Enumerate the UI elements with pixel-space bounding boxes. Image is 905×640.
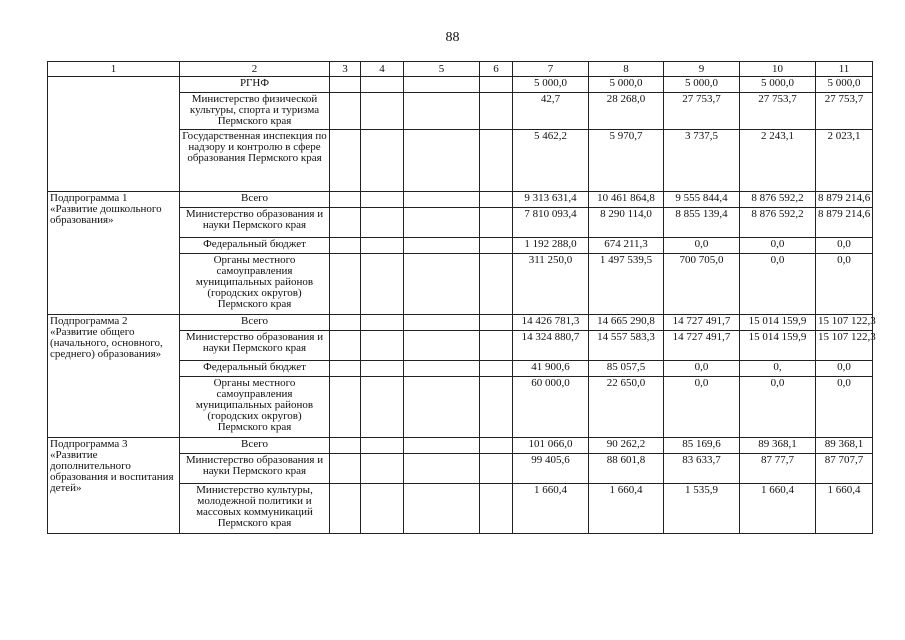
funding-source-cell: Государственная инспекция по надзору и контролю в сфере образования Пермского края: [180, 130, 330, 192]
value-cell: 0,0: [664, 377, 740, 438]
empty-cell: [480, 361, 513, 377]
value-cell: 14 557 583,3: [589, 331, 664, 361]
empty-cell: [330, 238, 361, 254]
value-cell: 0,0: [740, 254, 816, 315]
value-cell: 28 268,0: [589, 93, 664, 130]
value-cell: 83 633,7: [664, 454, 740, 484]
value-cell: 1 660,4: [740, 484, 816, 534]
empty-cell: [480, 484, 513, 534]
column-number: 9: [664, 62, 740, 77]
empty-cell: [330, 315, 361, 331]
empty-cell: [330, 361, 361, 377]
column-number: 5: [404, 62, 480, 77]
value-cell: 99 405,6: [513, 454, 589, 484]
empty-cell: [361, 192, 404, 208]
value-cell: 87 77,7: [740, 454, 816, 484]
value-cell: 0,0: [816, 377, 873, 438]
program-cell: Подпрограмма 3 «Развитие дополнительного образования и воспитания детей»: [48, 438, 180, 534]
empty-cell: [480, 238, 513, 254]
funding-source-cell: Министерство образования и науки Пермского края: [180, 208, 330, 238]
value-cell: 1 192 288,0: [513, 238, 589, 254]
value-cell: 8 879 214,6: [816, 192, 873, 208]
value-cell: 15 107 122,3: [816, 315, 873, 331]
empty-cell: [480, 454, 513, 484]
empty-cell: [361, 438, 404, 454]
funding-source-cell: Министерство физической культуры, спорта и туризма Пермского края: [180, 93, 330, 130]
empty-cell: [480, 93, 513, 130]
value-cell: 700 705,0: [664, 254, 740, 315]
funding-source-cell: Федеральный бюджет: [180, 361, 330, 377]
empty-cell: [404, 130, 480, 192]
value-cell: 0,0: [664, 361, 740, 377]
empty-cell: [330, 254, 361, 315]
empty-cell: [361, 484, 404, 534]
empty-cell: [480, 315, 513, 331]
value-cell: 1 660,4: [589, 484, 664, 534]
value-cell: 14 426 781,3: [513, 315, 589, 331]
empty-cell: [404, 331, 480, 361]
column-number: 2: [180, 62, 330, 77]
value-cell: 5 462,2: [513, 130, 589, 192]
empty-cell: [361, 254, 404, 315]
empty-cell: [404, 484, 480, 534]
empty-cell: [404, 238, 480, 254]
funding-source-cell: Всего: [180, 192, 330, 208]
value-cell: 89 368,1: [816, 438, 873, 454]
column-number: 11: [816, 62, 873, 77]
empty-cell: [330, 93, 361, 130]
value-cell: 10 461 864,8: [589, 192, 664, 208]
value-cell: 27 753,7: [740, 93, 816, 130]
empty-cell: [361, 331, 404, 361]
funding-source-cell: Всего: [180, 438, 330, 454]
value-cell: 1 535,9: [664, 484, 740, 534]
empty-cell: [404, 192, 480, 208]
column-number-row: [48, 62, 873, 77]
value-cell: 0,0: [664, 238, 740, 254]
empty-cell: [480, 377, 513, 438]
empty-cell: [330, 130, 361, 192]
empty-cell: [404, 208, 480, 238]
funding-source-cell: Органы местного самоуправления муниципальных районов (городских округов) Пермского края: [180, 254, 330, 315]
value-cell: 1 497 539,5: [589, 254, 664, 315]
table-row: [48, 315, 873, 331]
empty-cell: [330, 438, 361, 454]
value-cell: 8 879 214,6: [816, 208, 873, 238]
value-cell: 15 014 159,9: [740, 315, 816, 331]
value-cell: 0,0: [816, 254, 873, 315]
value-cell: 87 707,7: [816, 454, 873, 484]
value-cell: 9 555 844,4: [664, 192, 740, 208]
value-cell: 1 660,4: [816, 484, 873, 534]
empty-cell: [404, 438, 480, 454]
value-cell: 41 900,6: [513, 361, 589, 377]
empty-cell: [480, 130, 513, 192]
page-number: 88: [445, 30, 460, 45]
budget-table: [47, 61, 876, 534]
value-cell: 5 000,0: [740, 77, 816, 93]
value-cell: 0,0: [816, 238, 873, 254]
program-cell: Подпрограмма 2 «Развитие общего (начального, основного, среднего) образования»: [48, 315, 180, 438]
value-cell: 5 970,7: [589, 130, 664, 192]
value-cell: 8 876 592,2: [740, 208, 816, 238]
funding-source-cell: Министерство образования и науки Пермского края: [180, 331, 330, 361]
empty-cell: [361, 77, 404, 93]
value-cell: 14 665 290,8: [589, 315, 664, 331]
table-row: [48, 438, 873, 454]
value-cell: 674 211,3: [589, 238, 664, 254]
column-number: 7: [513, 62, 589, 77]
value-cell: 1 660,4: [513, 484, 589, 534]
empty-cell: [361, 238, 404, 254]
funding-source-cell: РГНФ: [180, 77, 330, 93]
value-cell: 2 023,1: [816, 130, 873, 192]
column-number: 8: [589, 62, 664, 77]
funding-source-cell: Органы местного самоуправления муниципальных районов (городских округов) Пермского края: [180, 377, 330, 438]
value-cell: 60 000,0: [513, 377, 589, 438]
value-cell: 7 810 093,4: [513, 208, 589, 238]
program-cell: [48, 77, 180, 192]
value-cell: 88 601,8: [589, 454, 664, 484]
empty-cell: [404, 254, 480, 315]
column-number: 10: [740, 62, 816, 77]
empty-cell: [404, 77, 480, 93]
value-cell: 5 000,0: [664, 77, 740, 93]
value-cell: 0,: [740, 361, 816, 377]
value-cell: 101 066,0: [513, 438, 589, 454]
table-row: [48, 192, 873, 208]
value-cell: 8 855 139,4: [664, 208, 740, 238]
column-number: 3: [330, 62, 361, 77]
value-cell: 8 290 114,0: [589, 208, 664, 238]
empty-cell: [361, 208, 404, 238]
empty-cell: [361, 361, 404, 377]
value-cell: 15 107 122,3: [816, 331, 873, 361]
empty-cell: [404, 454, 480, 484]
column-number: 6: [480, 62, 513, 77]
empty-cell: [361, 315, 404, 331]
empty-cell: [361, 93, 404, 130]
empty-cell: [361, 130, 404, 192]
empty-cell: [404, 315, 480, 331]
funding-source-cell: Министерство образования и науки Пермского края: [180, 454, 330, 484]
value-cell: 0,0: [740, 377, 816, 438]
empty-cell: [480, 438, 513, 454]
empty-cell: [330, 454, 361, 484]
value-cell: 5 000,0: [589, 77, 664, 93]
empty-cell: [404, 361, 480, 377]
empty-cell: [330, 77, 361, 93]
value-cell: 8 876 592,2: [740, 192, 816, 208]
value-cell: 90 262,2: [589, 438, 664, 454]
empty-cell: [480, 254, 513, 315]
value-cell: 15 014 159,9: [740, 331, 816, 361]
value-cell: 14 727 491,7: [664, 315, 740, 331]
empty-cell: [480, 77, 513, 93]
value-cell: 311 250,0: [513, 254, 589, 315]
funding-source-cell: Всего: [180, 315, 330, 331]
value-cell: 42,7: [513, 93, 589, 130]
empty-cell: [480, 208, 513, 238]
empty-cell: [404, 377, 480, 438]
value-cell: 9 313 631,4: [513, 192, 589, 208]
value-cell: 5 000,0: [816, 77, 873, 93]
table-row: [48, 77, 873, 93]
value-cell: 85 169,6: [664, 438, 740, 454]
value-cell: 89 368,1: [740, 438, 816, 454]
value-cell: 27 753,7: [816, 93, 873, 130]
column-number: 1: [48, 62, 180, 77]
program-cell: Подпрограмма 1 «Развитие дошкольного образования»: [48, 192, 180, 315]
value-cell: 14 324 880,7: [513, 331, 589, 361]
empty-cell: [330, 192, 361, 208]
empty-cell: [361, 454, 404, 484]
empty-cell: [480, 331, 513, 361]
value-cell: 0,0: [740, 238, 816, 254]
funding-source-cell: Министерство культуры, молодежной политики и массовых коммуникаций Пермского края: [180, 484, 330, 534]
empty-cell: [330, 484, 361, 534]
value-cell: 2 243,1: [740, 130, 816, 192]
empty-cell: [330, 208, 361, 238]
value-cell: 3 737,5: [664, 130, 740, 192]
value-cell: 27 753,7: [664, 93, 740, 130]
value-cell: 14 727 491,7: [664, 331, 740, 361]
empty-cell: [330, 331, 361, 361]
funding-source-cell: Федеральный бюджет: [180, 238, 330, 254]
empty-cell: [330, 377, 361, 438]
value-cell: 22 650,0: [589, 377, 664, 438]
value-cell: 0,0: [816, 361, 873, 377]
value-cell: 5 000,0: [513, 77, 589, 93]
value-cell: 85 057,5: [589, 361, 664, 377]
empty-cell: [480, 192, 513, 208]
column-number: 4: [361, 62, 404, 77]
empty-cell: [361, 377, 404, 438]
empty-cell: [404, 93, 480, 130]
